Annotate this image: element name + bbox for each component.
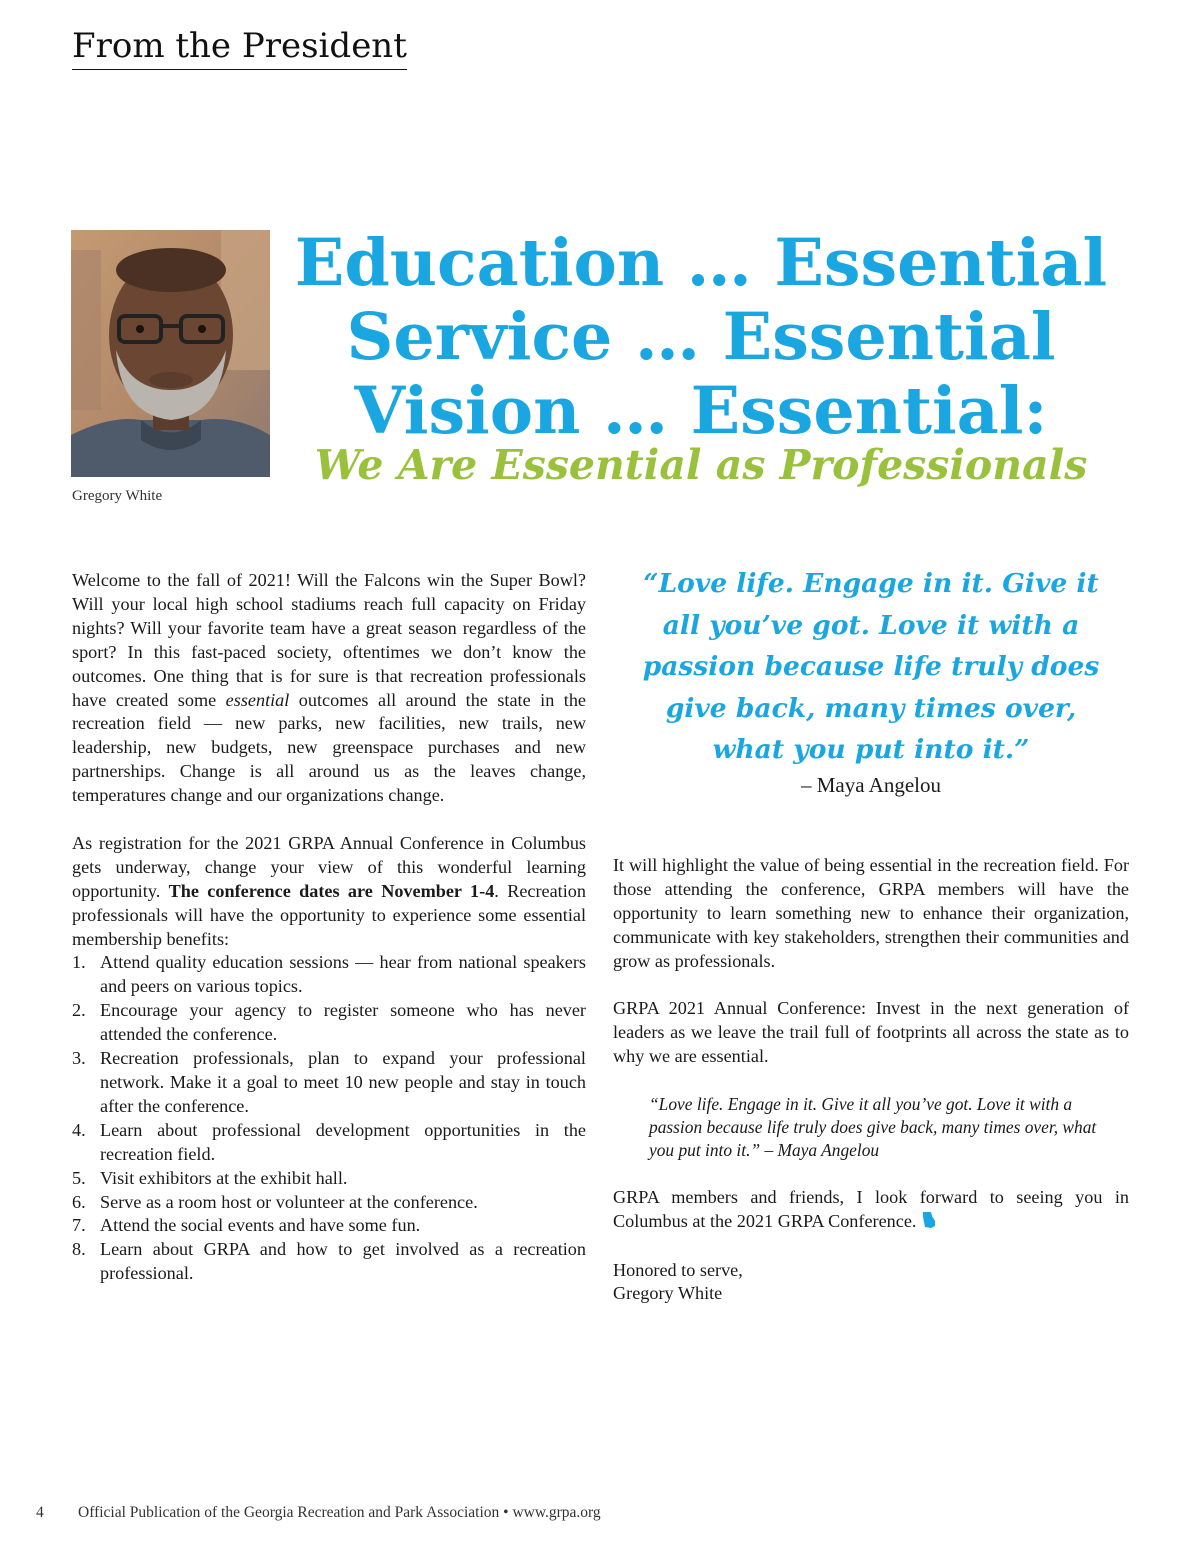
registration-text-2: . Recreation professionals will have the opportunity to experience some essential membership benefits: (72, 880, 586, 949)
list-item-number: 6. (72, 1191, 86, 1212)
intro-text-2: outcomes all around the state in the recreation field — new parks, new facilities, new trails, new leadership, new budgets, new greenspace purchases and new partnerships. Change is all around us as the leaves change, temperatures change and our organizations change. (72, 689, 586, 806)
headline (292, 226, 1110, 488)
author-photo (71, 230, 270, 477)
closing-salutation: Honored to serve, (613, 1259, 743, 1280)
headline-subtitle: We Are Essential as Professionals (314, 441, 1088, 489)
list-item-number: 4. (72, 1119, 86, 1140)
list-item-number: 7. (72, 1215, 86, 1236)
headline-line-2: Service … Essential (346, 299, 1056, 375)
list-item (72, 951, 586, 999)
list-item-number: 8. (72, 1239, 86, 1260)
list-item-text: Visit exhibitors at the exhibit hall. (100, 1167, 348, 1188)
headline-line-1: Education … Essential (294, 225, 1108, 301)
closing-paragraph (613, 1186, 1129, 1235)
list-item-text: Attend quality education sessions — hear from national speakers and peers on various topics. (100, 952, 586, 997)
closing-paragraph-text: GRPA members and friends, I look forward to seeing you in Columbus at the 2021 GRPA Conference. (613, 1186, 1129, 1231)
georgia-state-icon (922, 1211, 936, 1235)
list-item (72, 1119, 586, 1167)
list-item (72, 999, 586, 1047)
list-item-number: 2. (72, 1000, 86, 1021)
pull-quote-text: “Love life. Engage in it. Give it all you’ve got. Love it with a passion because life truly does give back, many times over, what you put into it.” (642, 568, 1100, 766)
list-item (72, 1191, 586, 1215)
right-column (613, 854, 1129, 1306)
list-item-text: Serve as a room host or volunteer at the conference. (100, 1191, 478, 1212)
list-item-text: Learn about professional development opportunities in the recreation field. (100, 1119, 586, 1164)
list-item-text: Learn about GRPA and how to get involved as a recreation professional. (100, 1239, 586, 1284)
registration-paragraph (72, 832, 586, 952)
list-item (72, 1047, 586, 1119)
highlight-paragraph: It will highlight the value of being essential in the recreation field. For those attending the conference, GRPA members will have the opportunity to learn something new to enhance their organization, communicate with key stakeholders, strengthen their communities and grow as professionals. (613, 855, 1129, 971)
intro-paragraph (72, 569, 586, 808)
list-item (72, 1214, 586, 1238)
list-item-text: Attend the social events and have some fun. (100, 1215, 421, 1236)
footer-text: Official Publication of the Georgia Recreation and Park Association • www.grpa.org (78, 1504, 601, 1521)
conference-dates: The conference dates are November 1-4 (168, 880, 495, 901)
invest-paragraph: GRPA 2021 Annual Conference: Invest in the next generation of leaders as we leave the trail full of footprints all across the state as to why we are essential. (613, 998, 1129, 1067)
list-item-number: 3. (72, 1048, 86, 1069)
signature: Gregory White (613, 1283, 723, 1304)
list-item-number: 5. (72, 1167, 86, 1188)
photo-caption: Gregory White (72, 488, 163, 504)
benefits-list (72, 951, 586, 1286)
page-number: 4 (36, 1504, 44, 1521)
left-column (72, 569, 586, 1286)
registration-text-1: As registration for the 2021 GRPA Annual Conference in Columbus gets underway, change your view of this wonderful learning opportunity. (72, 832, 586, 901)
list-item (72, 1167, 586, 1191)
footer (36, 1504, 601, 1522)
intro-emphasis: essential (225, 689, 290, 710)
inline-quote: “Love life. Engage in it. Give it all you’ve got. Love it with a passion because life truly does give back, many times over, what you put into it.” – Maya Angelou (649, 1094, 1097, 1161)
pull-quote-attribution: – Maya Angelou (801, 772, 941, 797)
list-item-text: Recreation professionals, plan to expand your professional network. Make it a goal to meet 10 new people and stay in touch after the conference. (100, 1048, 586, 1116)
intro-text-1: Welcome to the fall of 2021! Will the Falcons win the Super Bowl? Will your local high school stadiums reach full capacity on Friday nights? Will your favorite team have a great season regardless of the sport? In this fast-paced society, oftentimes we don’t know the outcomes. One thing that is for sure is that recreation professionals have created some (72, 570, 586, 710)
list-item-text: Encourage your agency to register someone who has never attended the conference. (100, 1000, 586, 1045)
section-title: From the President (72, 26, 407, 70)
headline-line-3: Vision … Essential: (354, 373, 1048, 449)
list-item (72, 1238, 586, 1286)
list-item-number: 1. (72, 952, 86, 973)
pull-quote (628, 563, 1114, 798)
